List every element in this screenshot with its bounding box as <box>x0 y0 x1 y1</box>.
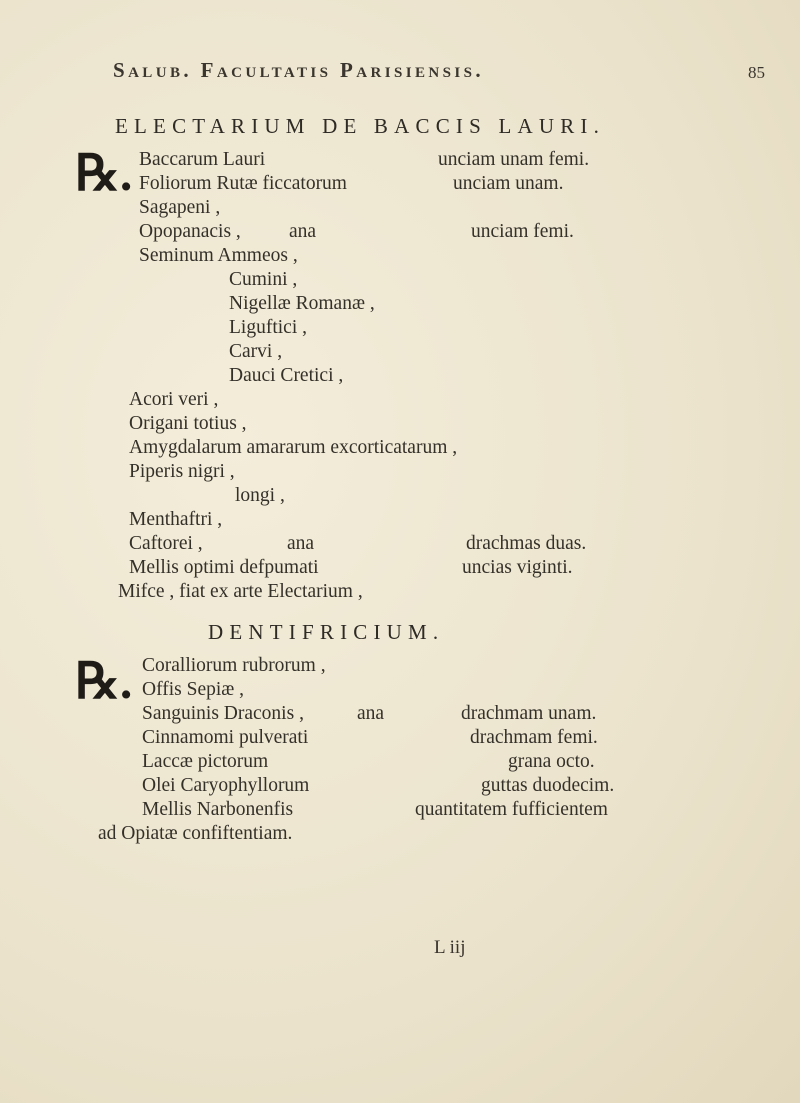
page-number: 85 <box>748 63 765 82</box>
dentifricium-line: Cinnamomi pulverati <box>142 727 309 748</box>
electuarium-title: ELECTARIUM DE BACCIS LAURI. <box>115 114 606 138</box>
electuarium-quantity: unciam unam femi. <box>438 149 590 170</box>
dentifricium-quantity: drachmam femi. <box>470 727 598 748</box>
dentifricium-line: ad Opiatæ confiftentiam. <box>98 823 293 844</box>
dentifricium-line: Coralliorum rubrorum , <box>142 655 326 676</box>
electuarium-line: Caftorei , <box>129 533 203 554</box>
dentifricium-line: Offis Sepiæ , <box>142 679 245 700</box>
recipe-symbol-icon: ℞. <box>75 145 133 201</box>
electuarium-line: Carvi , <box>229 341 283 362</box>
dentifricium-title: DENTIFRICIUM. <box>208 620 445 644</box>
electuarium-line: Cumini , <box>229 269 298 290</box>
running-head: Salub. Facultatis Parisiensis. <box>113 58 484 82</box>
electuarium-line: Dauci Cretici , <box>229 365 344 386</box>
electuarium-line: Seminum Ammeos , <box>139 245 298 266</box>
electuarium-quantity: uncias viginti. <box>462 557 573 578</box>
electuarium-line: Opopanacis , <box>139 221 241 242</box>
electuarium-line: longi , <box>235 485 285 506</box>
dentifricium-quantity: drachmam unam. <box>461 703 597 724</box>
electuarium-line: Sagapeni , <box>139 197 221 218</box>
electuarium-line: Nigellæ Romanæ , <box>229 293 375 314</box>
ana-marker: ana <box>289 221 317 242</box>
electuarium-line: Origani totius , <box>129 413 247 434</box>
dentifricium-line: Mellis Narbonenfis <box>142 799 294 820</box>
dentifricium-quantity: quantitatem fufficientem <box>415 799 608 820</box>
electuarium-quantity: unciam unam. <box>453 173 564 194</box>
signature-mark: L iij <box>434 937 466 958</box>
electuarium-line: Acori veri , <box>129 389 219 410</box>
dentifricium-line: Laccæ pictorum <box>142 751 269 772</box>
electuarium-line: Liguftici , <box>229 317 307 338</box>
electuarium-line: Baccarum Lauri <box>139 149 266 170</box>
electuarium-line: Mifce , fiat ex arte Electarium , <box>118 581 363 602</box>
electuarium-quantity: unciam femi. <box>471 221 574 242</box>
electuarium-line: Amygdalarum amararum excorticatarum , <box>129 437 458 458</box>
electuarium-quantity: drachmas duas. <box>466 533 587 554</box>
electuarium-line: Mellis optimi defpumati <box>129 557 319 578</box>
ana-marker: ana <box>357 703 385 724</box>
ana-marker: ana <box>287 533 315 554</box>
electuarium-line: Piperis nigri , <box>129 461 235 482</box>
electuarium-line: Foliorum Rutæ ficcatorum <box>139 173 347 194</box>
electuarium-line: Menthaftri , <box>129 509 223 530</box>
dentifricium-quantity: guttas duodecim. <box>481 775 615 796</box>
dentifricium-line: Sanguinis Draconis , <box>142 703 304 724</box>
dentifricium-quantity: grana octo. <box>508 751 595 772</box>
recipe-symbol-icon: ℞. <box>75 653 133 709</box>
dentifricium-line: Olei Caryophyllorum <box>142 775 310 796</box>
